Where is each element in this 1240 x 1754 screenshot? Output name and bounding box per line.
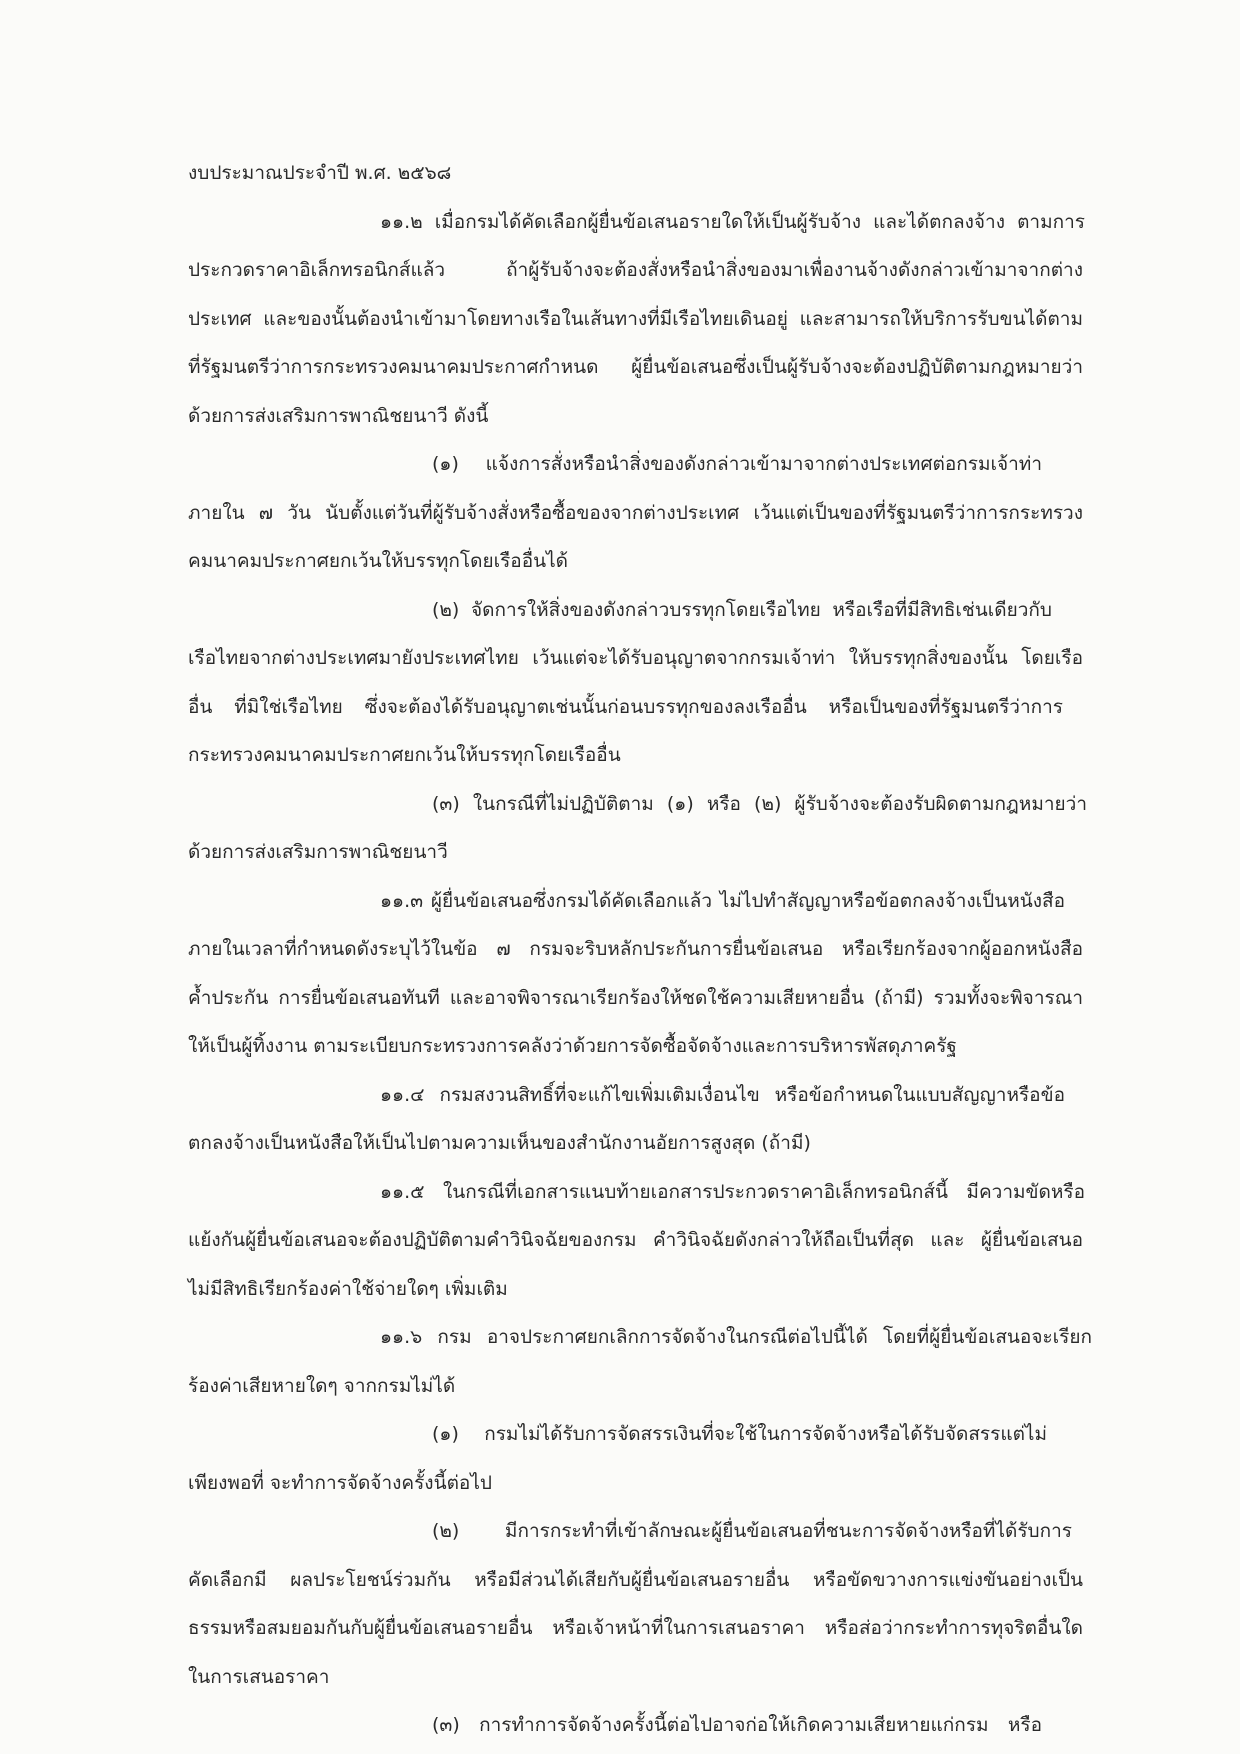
- body-line: ที่รัฐมนตรีว่าการกระทรวงคมนาคมประกาศกำหนด ผู้ยื่นข้อเสนอซึ่งเป็นผู้รับจ้างจะต้องปฏิบัติตามกฎหมายว่า: [188, 356, 1083, 378]
- body-line: ด้วยการส่งเสริมการพาณิชยนาวี: [188, 841, 448, 863]
- item-2-line: (๒) จัดการให้สิ่งของดังกล่าวบรรทุกโดยเรือไทย หรือเรือที่มีสิทธิเช่นเดียวกับ: [432, 599, 1052, 621]
- body-line: ร้องค่าเสียหายใดๆ จากกรมไม่ได้: [188, 1375, 456, 1397]
- body-line: ด้วยการส่งเสริมการพาณิชยนาวี ดังนี้: [188, 405, 489, 427]
- item-3-line: (๓) ในกรณีที่ไม่ปฏิบัติตาม (๑) หรือ (๒) ผู้รับจ้างจะต้องรับผิดตามกฎหมายว่า: [432, 793, 1087, 815]
- body-line: คัดเลือกมี ผลประโยชน์ร่วมกัน หรือมีส่วนได้เสียกับผู้ยื่นข้อเสนอรายอื่น หรือขัดขวางการแข่งขันอย่างเป็น: [188, 1569, 1083, 1591]
- clause-11-5-line: ๑๑.๕ ในกรณีที่เอกสารแนบท้ายเอกสารประกวดราคาอิเล็กทรอนิกส์นี้ มีความขัดหรือ: [380, 1181, 1085, 1203]
- sub-item-3-line: (๓) การทำการจัดจ้างครั้งนี้ต่อไปอาจก่อให้เกิดความเสียหายแก่กรม หรือ: [432, 1714, 1042, 1736]
- body-line: ในการเสนอราคา: [188, 1666, 330, 1688]
- body-line: ค้ำประกัน การยื่นข้อเสนอทันที และอาจพิจารณาเรียกร้องให้ชดใช้ความเสียหายอื่น (ถ้ามี) รวมทั้งจะพิจารณา: [188, 987, 1083, 1009]
- body-line: ประเทศ และของนั้นต้องนำเข้ามาโดยทางเรือในเส้นทางที่มีเรือไทยเดินอยู่ และสามารถให้บริการรับขนได้ตาม: [188, 308, 1083, 330]
- body-line: ให้เป็นผู้ทิ้งงาน ตามระเบียบกระทรวงการคลังว่าด้วยการจัดซื้อจัดจ้างและการบริหารพัสดุภาครัฐ: [188, 1035, 957, 1057]
- body-line: ไม่มีสิทธิเรียกร้องค่าใช้จ่ายใดๆ เพิ่มเติม: [188, 1278, 508, 1300]
- body-line: กระทรวงคมนาคมประกาศยกเว้นให้บรรทุกโดยเรืออื่น: [188, 744, 621, 766]
- body-line: ประกวดราคาอิเล็กทรอนิกส์แล้ว ถ้าผู้รับจ้างจะต้องสั่งหรือนำสิ่งของมาเพื่องานจ้างดังกล่าวเข้ามาจากต่าง: [188, 259, 1083, 281]
- sub-item-1-line: (๑) กรมไม่ได้รับการจัดสรรเงินที่จะใช้ในการจัดจ้างหรือได้รับจัดสรรแต่ไม่: [432, 1423, 1047, 1445]
- clause-11-3-line: ๑๑.๓ ผู้ยื่นข้อเสนอซึ่งกรมได้คัดเลือกแล้ว ไม่ไปทำสัญญาหรือข้อตกลงจ้างเป็นหนังสือ: [380, 890, 1065, 912]
- body-line: เพียงพอที่ จะทำการจัดจ้างครั้งนี้ต่อไป: [188, 1472, 492, 1494]
- body-line: เรือไทยจากต่างประเทศมายังประเทศไทย เว้นแต่จะได้รับอนุญาตจากกรมเจ้าท่า ให้บรรทุกสิ่งของนั้น โดยเรือ: [188, 647, 1083, 669]
- body-line: ตกลงจ้างเป็นหนังสือให้เป็นไปตามความเห็นของสำนักงานอัยการสูงสุด (ถ้ามี): [188, 1132, 811, 1154]
- clause-11-4-line: ๑๑.๔ กรมสงวนสิทธิ์ที่จะแก้ไขเพิ่มเติมเงื่อนไข หรือข้อกำหนดในแบบสัญญาหรือข้อ: [380, 1084, 1065, 1106]
- clause-11-6-line: ๑๑.๖ กรม อาจประกาศยกเลิกการจัดจ้างในกรณีต่อไปนี้ได้ โดยที่ผู้ยื่นข้อเสนอจะเรียก: [380, 1326, 1092, 1348]
- body-line: อื่น ที่มิใช่เรือไทย ซึ่งจะต้องได้รับอนุญาตเช่นนั้นก่อนบรรทุกของลงเรืออื่น หรือเป็นของที่รัฐมนตรีว่าการ: [188, 696, 1063, 718]
- body-line: ภายในเวลาที่กำหนดดังระบุไว้ในข้อ ๗ กรมจะริบหลักประกันการยื่นข้อเสนอ หรือเรียกร้องจากผู้ออกหนังสือ: [188, 938, 1083, 960]
- sub-item-2-line: (๒) มีการกระทำที่เข้าลักษณะผู้ยื่นข้อเสนอที่ชนะการจัดจ้างหรือที่ได้รับการ: [432, 1520, 1072, 1542]
- budget-year-header: งบประมาณประจำปี พ.ศ. ๒๕๖๘: [188, 162, 452, 184]
- body-line: แย้งกันผู้ยื่นข้อเสนอจะต้องปฏิบัติตามคำวินิจฉัยของกรม คำวินิจฉัยดังกล่าวให้ถือเป็นที่สุด และ ผู้ยื่นข้อเสนอ: [188, 1229, 1083, 1251]
- body-line: ภายใน ๗ วัน นับตั้งแต่วันที่ผู้รับจ้างสั่งหรือซื้อของจากต่างประเทศ เว้นแต่เป็นของที่รัฐมนตรีว่าการกระทรวง: [188, 502, 1083, 524]
- clause-11-2-line: ๑๑.๒ เมื่อกรมได้คัดเลือกผู้ยื่นข้อเสนอรายใดให้เป็นผู้รับจ้าง และได้ตกลงจ้าง ตามการ: [380, 211, 1085, 233]
- body-line: คมนาคมประกาศยกเว้นให้บรรทุกโดยเรืออื่นได้: [188, 550, 568, 572]
- item-1-line: (๑) แจ้งการสั่งหรือนำสิ่งของดังกล่าวเข้ามาจากต่างประเทศต่อกรมเจ้าท่า: [432, 453, 1042, 475]
- body-line: ธรรมหรือสมยอมกันกับผู้ยื่นข้อเสนอรายอื่น หรือเจ้าหน้าที่ในการเสนอราคา หรือส่อว่ากระทำการทุจริตอื่นใด: [188, 1617, 1083, 1639]
